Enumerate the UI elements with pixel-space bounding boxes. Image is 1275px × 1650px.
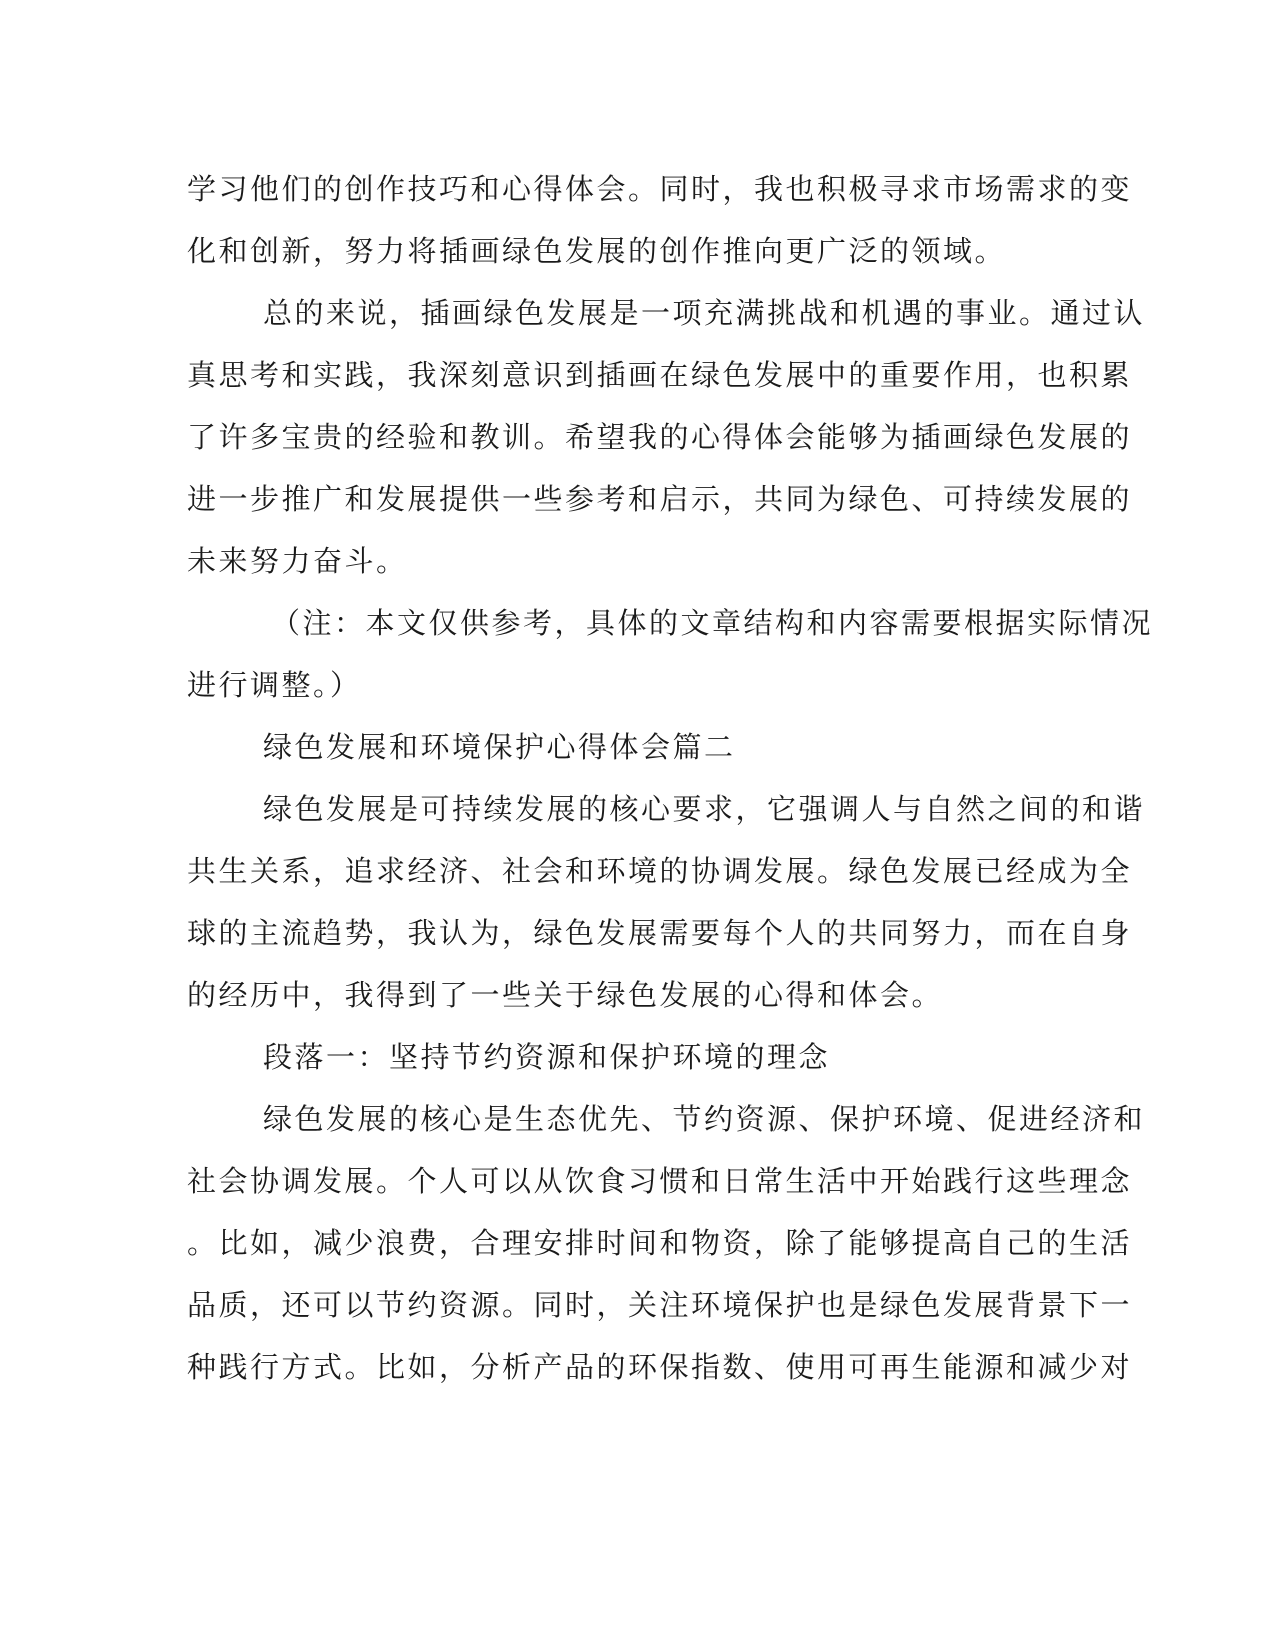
note-line: 进行调整。） [187, 668, 362, 702]
text-line: 未来努力奋斗。 [187, 544, 408, 578]
text-line: 总的来说，插画绿色发展是一项充满挑战和机遇的事业。通过认 [263, 296, 1146, 330]
text-line: 了许多宝贵的经验和教训。希望我的心得体会能够为插画绿色发展的 [187, 420, 1133, 454]
text-line: 绿色发展的核心是生态优先、节约资源、保护环境、促进经济和 [263, 1102, 1146, 1136]
text-line: 社会协调发展。个人可以从饮食习惯和日常生活中开始践行这些理念 [187, 1164, 1133, 1198]
text-line: 进一步推广和发展提供一些参考和启示，共同为绿色、可持续发展的 [187, 482, 1133, 516]
paragraph-heading: 段落一：坚持节约资源和保护环境的理念 [263, 1040, 831, 1074]
text-line: 学习他们的创作技巧和心得体会。同时，我也积极寻求市场需求的变 [187, 172, 1133, 206]
text-line: 。比如，减少浪费，合理安排时间和物资，除了能够提高自己的生活 [187, 1226, 1133, 1260]
text-line: 真思考和实践，我深刻意识到插画在绿色发展中的重要作用，也积累 [187, 358, 1133, 392]
text-line: 绿色发展是可持续发展的核心要求，它强调人与自然之间的和谐 [263, 792, 1146, 826]
note-line: （注：本文仅供参考，具体的文章结构和内容需要根据实际情况 [271, 606, 1154, 640]
text-line: 化和创新，努力将插画绿色发展的创作推向更广泛的领域。 [187, 234, 1007, 268]
text-line: 共生关系，追求经济、社会和环境的协调发展。绿色发展已经成为全 [187, 854, 1133, 888]
text-line: 种践行方式。比如，分析产品的环保指数、使用可再生能源和减少对 [187, 1350, 1133, 1384]
section-heading: 绿色发展和环境保护心得体会篇二 [263, 730, 736, 764]
text-line: 品质，还可以节约资源。同时，关注环境保护也是绿色发展背景下一 [187, 1288, 1133, 1322]
document-body [187, 158, 1154, 1398]
text-line: 的经历中，我得到了一些关于绿色发展的心得和体会。 [187, 978, 944, 1012]
text-line: 球的主流趋势，我认为，绿色发展需要每个人的共同努力，而在自身 [187, 916, 1133, 950]
